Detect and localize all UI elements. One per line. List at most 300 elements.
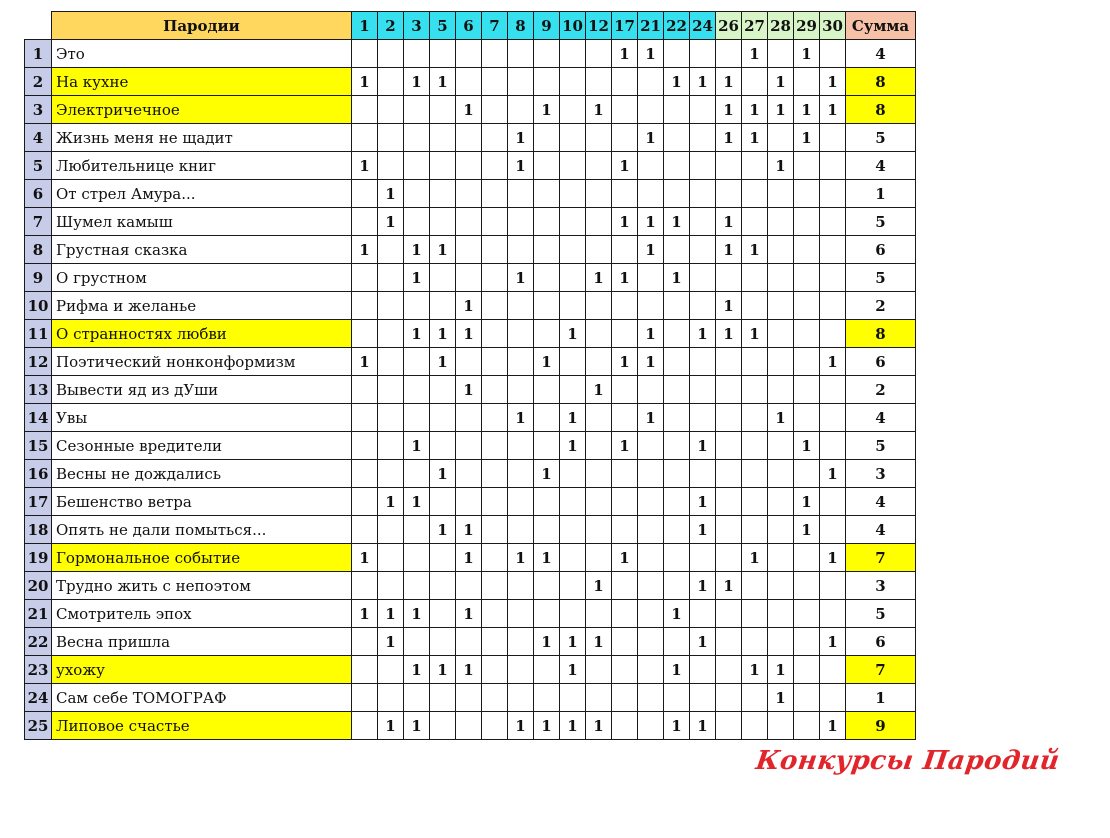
sum-cell[interactable]: 6 — [846, 348, 916, 376]
vote-cell[interactable] — [378, 684, 404, 712]
vote-cell[interactable] — [560, 684, 586, 712]
vote-cell[interactable] — [534, 488, 560, 516]
sum-cell[interactable]: 1 — [846, 180, 916, 208]
vote-cell[interactable] — [534, 180, 560, 208]
vote-cell[interactable]: 1 — [638, 124, 664, 152]
sum-cell[interactable]: 3 — [846, 460, 916, 488]
vote-cell[interactable] — [352, 292, 378, 320]
vote-cell[interactable] — [430, 628, 456, 656]
vote-cell[interactable] — [794, 656, 820, 684]
vote-cell[interactable] — [482, 348, 508, 376]
vote-cell[interactable]: 1 — [612, 264, 638, 292]
judge-column-header[interactable]: 30 — [820, 12, 846, 40]
vote-cell[interactable] — [820, 488, 846, 516]
vote-cell[interactable] — [378, 152, 404, 180]
vote-cell[interactable] — [378, 264, 404, 292]
vote-cell[interactable] — [768, 712, 794, 740]
vote-cell[interactable] — [430, 600, 456, 628]
vote-cell[interactable] — [560, 68, 586, 96]
vote-cell[interactable]: 1 — [612, 348, 638, 376]
vote-cell[interactable]: 1 — [456, 320, 482, 348]
vote-cell[interactable]: 1 — [768, 656, 794, 684]
vote-cell[interactable] — [534, 320, 560, 348]
vote-cell[interactable] — [768, 432, 794, 460]
vote-cell[interactable] — [742, 712, 768, 740]
vote-cell[interactable]: 1 — [534, 712, 560, 740]
vote-cell[interactable] — [352, 432, 378, 460]
vote-cell[interactable]: 1 — [534, 628, 560, 656]
vote-cell[interactable]: 1 — [716, 124, 742, 152]
vote-cell[interactable] — [560, 124, 586, 152]
vote-cell[interactable] — [716, 544, 742, 572]
vote-cell[interactable]: 1 — [430, 516, 456, 544]
vote-cell[interactable] — [768, 320, 794, 348]
vote-cell[interactable] — [638, 68, 664, 96]
vote-cell[interactable]: 1 — [716, 572, 742, 600]
vote-cell[interactable] — [456, 348, 482, 376]
vote-cell[interactable]: 1 — [612, 432, 638, 460]
vote-cell[interactable] — [768, 348, 794, 376]
vote-cell[interactable] — [430, 292, 456, 320]
vote-cell[interactable] — [534, 264, 560, 292]
vote-cell[interactable] — [482, 292, 508, 320]
vote-cell[interactable] — [742, 684, 768, 712]
vote-cell[interactable]: 1 — [430, 348, 456, 376]
vote-cell[interactable] — [690, 236, 716, 264]
vote-cell[interactable] — [716, 264, 742, 292]
vote-cell[interactable] — [820, 40, 846, 68]
vote-cell[interactable] — [768, 180, 794, 208]
vote-cell[interactable] — [794, 460, 820, 488]
vote-cell[interactable]: 1 — [456, 600, 482, 628]
vote-cell[interactable] — [430, 684, 456, 712]
vote-cell[interactable] — [352, 264, 378, 292]
vote-cell[interactable] — [508, 684, 534, 712]
vote-cell[interactable] — [404, 516, 430, 544]
vote-cell[interactable] — [768, 628, 794, 656]
vote-cell[interactable] — [560, 460, 586, 488]
judge-column-header[interactable]: 26 — [716, 12, 742, 40]
vote-cell[interactable] — [508, 516, 534, 544]
vote-cell[interactable] — [716, 712, 742, 740]
vote-cell[interactable]: 1 — [768, 684, 794, 712]
parody-title-cell[interactable]: Бешенство ветра — [52, 488, 352, 516]
parody-title-cell[interactable]: Гормональное событие — [52, 544, 352, 572]
vote-cell[interactable]: 1 — [352, 544, 378, 572]
vote-cell[interactable]: 1 — [586, 264, 612, 292]
judge-column-header[interactable]: 8 — [508, 12, 534, 40]
vote-cell[interactable] — [508, 628, 534, 656]
vote-cell[interactable] — [560, 152, 586, 180]
vote-cell[interactable] — [430, 152, 456, 180]
vote-cell[interactable] — [404, 376, 430, 404]
vote-cell[interactable]: 1 — [352, 600, 378, 628]
vote-cell[interactable] — [430, 96, 456, 124]
vote-cell[interactable] — [430, 376, 456, 404]
vote-cell[interactable] — [664, 572, 690, 600]
vote-cell[interactable] — [664, 320, 690, 348]
vote-cell[interactable] — [794, 152, 820, 180]
sum-cell[interactable]: 2 — [846, 376, 916, 404]
vote-cell[interactable] — [482, 40, 508, 68]
vote-cell[interactable] — [482, 404, 508, 432]
vote-cell[interactable]: 1 — [404, 236, 430, 264]
vote-cell[interactable] — [560, 348, 586, 376]
vote-cell[interactable] — [820, 180, 846, 208]
vote-cell[interactable] — [534, 208, 560, 236]
vote-cell[interactable] — [456, 628, 482, 656]
vote-cell[interactable]: 1 — [404, 712, 430, 740]
vote-cell[interactable] — [378, 404, 404, 432]
vote-cell[interactable] — [508, 600, 534, 628]
parody-title-cell[interactable]: Поэтический нонконформизм — [52, 348, 352, 376]
vote-cell[interactable]: 1 — [378, 600, 404, 628]
vote-cell[interactable] — [768, 208, 794, 236]
vote-cell[interactable] — [690, 152, 716, 180]
vote-cell[interactable] — [586, 684, 612, 712]
judge-column-header[interactable]: 27 — [742, 12, 768, 40]
vote-cell[interactable] — [742, 348, 768, 376]
vote-cell[interactable]: 1 — [586, 96, 612, 124]
vote-cell[interactable] — [508, 376, 534, 404]
vote-cell[interactable] — [690, 40, 716, 68]
vote-cell[interactable]: 1 — [664, 656, 690, 684]
vote-cell[interactable] — [534, 656, 560, 684]
vote-cell[interactable] — [664, 96, 690, 124]
vote-cell[interactable]: 1 — [430, 68, 456, 96]
judge-column-header[interactable]: 5 — [430, 12, 456, 40]
vote-cell[interactable] — [612, 96, 638, 124]
vote-cell[interactable] — [404, 152, 430, 180]
vote-cell[interactable]: 1 — [430, 236, 456, 264]
vote-cell[interactable] — [820, 236, 846, 264]
vote-cell[interactable] — [716, 684, 742, 712]
judge-column-header[interactable]: 2 — [378, 12, 404, 40]
sum-cell[interactable]: 4 — [846, 516, 916, 544]
vote-cell[interactable] — [560, 488, 586, 516]
vote-cell[interactable] — [404, 96, 430, 124]
vote-cell[interactable]: 1 — [716, 68, 742, 96]
vote-cell[interactable] — [560, 236, 586, 264]
vote-cell[interactable] — [820, 432, 846, 460]
vote-cell[interactable] — [794, 712, 820, 740]
vote-cell[interactable]: 1 — [690, 68, 716, 96]
vote-cell[interactable] — [352, 40, 378, 68]
vote-cell[interactable] — [820, 208, 846, 236]
vote-cell[interactable] — [742, 460, 768, 488]
vote-cell[interactable] — [534, 516, 560, 544]
vote-cell[interactable] — [482, 264, 508, 292]
vote-cell[interactable] — [482, 628, 508, 656]
vote-cell[interactable] — [586, 320, 612, 348]
vote-cell[interactable]: 1 — [716, 236, 742, 264]
vote-cell[interactable] — [352, 124, 378, 152]
vote-cell[interactable] — [430, 712, 456, 740]
vote-cell[interactable]: 1 — [690, 572, 716, 600]
vote-cell[interactable] — [378, 460, 404, 488]
vote-cell[interactable] — [482, 180, 508, 208]
vote-cell[interactable] — [638, 292, 664, 320]
vote-cell[interactable] — [742, 572, 768, 600]
sum-cell[interactable]: 7 — [846, 544, 916, 572]
vote-cell[interactable]: 1 — [378, 180, 404, 208]
vote-cell[interactable] — [690, 544, 716, 572]
vote-cell[interactable]: 1 — [456, 376, 482, 404]
sum-cell[interactable]: 8 — [846, 96, 916, 124]
vote-cell[interactable]: 1 — [690, 488, 716, 516]
vote-cell[interactable] — [378, 516, 404, 544]
vote-cell[interactable] — [820, 124, 846, 152]
vote-cell[interactable] — [664, 516, 690, 544]
vote-cell[interactable] — [352, 180, 378, 208]
vote-cell[interactable] — [456, 236, 482, 264]
vote-cell[interactable] — [690, 264, 716, 292]
parody-title-cell[interactable]: Увы — [52, 404, 352, 432]
vote-cell[interactable] — [612, 124, 638, 152]
sum-cell[interactable]: 5 — [846, 264, 916, 292]
vote-cell[interactable]: 1 — [716, 208, 742, 236]
vote-cell[interactable] — [534, 40, 560, 68]
vote-cell[interactable]: 1 — [586, 712, 612, 740]
vote-cell[interactable]: 1 — [638, 404, 664, 432]
vote-cell[interactable] — [456, 460, 482, 488]
vote-cell[interactable]: 1 — [638, 40, 664, 68]
vote-cell[interactable] — [508, 656, 534, 684]
vote-cell[interactable] — [586, 544, 612, 572]
vote-cell[interactable] — [482, 320, 508, 348]
vote-cell[interactable] — [820, 320, 846, 348]
vote-cell[interactable] — [638, 96, 664, 124]
vote-cell[interactable] — [534, 432, 560, 460]
vote-cell[interactable] — [716, 460, 742, 488]
vote-cell[interactable] — [482, 572, 508, 600]
judge-column-header[interactable]: 10 — [560, 12, 586, 40]
vote-cell[interactable] — [404, 572, 430, 600]
vote-cell[interactable]: 1 — [742, 40, 768, 68]
vote-cell[interactable]: 1 — [690, 628, 716, 656]
vote-cell[interactable]: 1 — [430, 656, 456, 684]
parody-title-cell[interactable]: Сезонные вредители — [52, 432, 352, 460]
vote-cell[interactable]: 1 — [430, 320, 456, 348]
vote-cell[interactable] — [430, 544, 456, 572]
parody-title-cell[interactable]: Весна пришла — [52, 628, 352, 656]
sum-cell[interactable]: 4 — [846, 404, 916, 432]
vote-cell[interactable] — [560, 544, 586, 572]
vote-cell[interactable] — [586, 68, 612, 96]
vote-cell[interactable] — [378, 292, 404, 320]
parody-title-cell[interactable]: Вывести яд из дУши — [52, 376, 352, 404]
vote-cell[interactable] — [742, 376, 768, 404]
vote-cell[interactable] — [690, 292, 716, 320]
vote-cell[interactable] — [664, 432, 690, 460]
vote-cell[interactable] — [560, 600, 586, 628]
vote-cell[interactable] — [508, 236, 534, 264]
vote-cell[interactable] — [638, 152, 664, 180]
vote-cell[interactable] — [482, 544, 508, 572]
vote-cell[interactable] — [820, 152, 846, 180]
vote-cell[interactable] — [768, 488, 794, 516]
vote-cell[interactable]: 1 — [820, 544, 846, 572]
vote-cell[interactable]: 1 — [638, 320, 664, 348]
vote-cell[interactable] — [508, 292, 534, 320]
sum-cell[interactable]: 4 — [846, 40, 916, 68]
parody-title-cell[interactable]: От стрел Амура... — [52, 180, 352, 208]
vote-cell[interactable] — [794, 68, 820, 96]
vote-cell[interactable] — [664, 488, 690, 516]
vote-cell[interactable] — [586, 488, 612, 516]
sum-cell[interactable]: 8 — [846, 320, 916, 348]
judge-column-header[interactable]: 1 — [352, 12, 378, 40]
vote-cell[interactable]: 1 — [508, 404, 534, 432]
vote-cell[interactable]: 1 — [742, 544, 768, 572]
vote-cell[interactable]: 1 — [794, 432, 820, 460]
parody-title-cell[interactable]: Трудно жить с непоэтом — [52, 572, 352, 600]
vote-cell[interactable]: 1 — [794, 124, 820, 152]
vote-cell[interactable] — [768, 544, 794, 572]
vote-cell[interactable] — [404, 208, 430, 236]
vote-cell[interactable] — [716, 600, 742, 628]
vote-cell[interactable] — [768, 572, 794, 600]
vote-cell[interactable] — [404, 124, 430, 152]
vote-cell[interactable] — [482, 460, 508, 488]
vote-cell[interactable]: 1 — [456, 544, 482, 572]
vote-cell[interactable] — [586, 180, 612, 208]
parody-title-cell[interactable]: Это — [52, 40, 352, 68]
vote-cell[interactable] — [794, 264, 820, 292]
vote-cell[interactable]: 1 — [690, 516, 716, 544]
vote-cell[interactable] — [664, 180, 690, 208]
vote-cell[interactable]: 1 — [560, 656, 586, 684]
vote-cell[interactable] — [742, 432, 768, 460]
vote-cell[interactable]: 1 — [404, 656, 430, 684]
vote-cell[interactable] — [456, 432, 482, 460]
vote-cell[interactable] — [560, 96, 586, 124]
judge-column-header[interactable]: 28 — [768, 12, 794, 40]
vote-cell[interactable] — [664, 544, 690, 572]
vote-cell[interactable] — [404, 404, 430, 432]
parody-title-cell[interactable]: Весны не дождались — [52, 460, 352, 488]
vote-cell[interactable] — [352, 712, 378, 740]
vote-cell[interactable] — [612, 712, 638, 740]
vote-cell[interactable]: 1 — [820, 348, 846, 376]
vote-cell[interactable]: 1 — [352, 152, 378, 180]
vote-cell[interactable] — [534, 376, 560, 404]
vote-cell[interactable] — [742, 292, 768, 320]
vote-cell[interactable] — [456, 152, 482, 180]
vote-cell[interactable] — [612, 376, 638, 404]
vote-cell[interactable]: 1 — [560, 404, 586, 432]
vote-cell[interactable]: 1 — [352, 68, 378, 96]
vote-cell[interactable] — [404, 348, 430, 376]
vote-cell[interactable]: 1 — [742, 96, 768, 124]
judge-column-header[interactable]: 6 — [456, 12, 482, 40]
vote-cell[interactable] — [352, 656, 378, 684]
vote-cell[interactable] — [664, 628, 690, 656]
vote-cell[interactable]: 1 — [404, 320, 430, 348]
vote-cell[interactable]: 1 — [560, 432, 586, 460]
vote-cell[interactable] — [716, 516, 742, 544]
title-column-header[interactable]: Пародии — [52, 12, 352, 40]
vote-cell[interactable] — [612, 236, 638, 264]
vote-cell[interactable] — [820, 264, 846, 292]
vote-cell[interactable] — [794, 572, 820, 600]
vote-cell[interactable] — [768, 40, 794, 68]
vote-cell[interactable] — [404, 684, 430, 712]
vote-cell[interactable]: 1 — [768, 68, 794, 96]
vote-cell[interactable] — [638, 572, 664, 600]
vote-cell[interactable] — [560, 264, 586, 292]
vote-cell[interactable]: 1 — [664, 600, 690, 628]
vote-cell[interactable]: 1 — [820, 712, 846, 740]
vote-cell[interactable] — [638, 432, 664, 460]
vote-cell[interactable] — [664, 152, 690, 180]
vote-cell[interactable]: 1 — [820, 628, 846, 656]
vote-cell[interactable] — [820, 292, 846, 320]
vote-cell[interactable] — [768, 600, 794, 628]
vote-cell[interactable] — [586, 516, 612, 544]
vote-cell[interactable] — [404, 460, 430, 488]
vote-cell[interactable] — [430, 572, 456, 600]
vote-cell[interactable] — [378, 432, 404, 460]
vote-cell[interactable] — [560, 572, 586, 600]
vote-cell[interactable] — [482, 376, 508, 404]
vote-cell[interactable]: 1 — [560, 628, 586, 656]
vote-cell[interactable] — [638, 376, 664, 404]
vote-cell[interactable] — [742, 516, 768, 544]
vote-cell[interactable]: 1 — [404, 432, 430, 460]
vote-cell[interactable] — [716, 404, 742, 432]
vote-cell[interactable] — [508, 488, 534, 516]
vote-cell[interactable] — [456, 712, 482, 740]
vote-cell[interactable] — [456, 684, 482, 712]
vote-cell[interactable] — [430, 124, 456, 152]
vote-cell[interactable] — [482, 152, 508, 180]
vote-cell[interactable] — [664, 460, 690, 488]
vote-cell[interactable] — [690, 656, 716, 684]
vote-cell[interactable] — [352, 404, 378, 432]
vote-cell[interactable] — [716, 432, 742, 460]
vote-cell[interactable] — [352, 572, 378, 600]
vote-cell[interactable] — [352, 96, 378, 124]
vote-cell[interactable] — [638, 544, 664, 572]
vote-cell[interactable]: 1 — [742, 320, 768, 348]
vote-cell[interactable]: 1 — [352, 348, 378, 376]
vote-cell[interactable]: 1 — [404, 600, 430, 628]
vote-cell[interactable] — [430, 264, 456, 292]
vote-cell[interactable] — [794, 236, 820, 264]
vote-cell[interactable] — [768, 460, 794, 488]
vote-cell[interactable] — [638, 180, 664, 208]
sum-cell[interactable]: 7 — [846, 656, 916, 684]
vote-cell[interactable] — [768, 516, 794, 544]
parody-title-cell[interactable]: Шумел камыш — [52, 208, 352, 236]
vote-cell[interactable] — [664, 684, 690, 712]
vote-cell[interactable] — [690, 96, 716, 124]
vote-cell[interactable] — [482, 656, 508, 684]
vote-cell[interactable] — [664, 404, 690, 432]
vote-cell[interactable] — [690, 208, 716, 236]
parody-title-cell[interactable]: Липовое счастье — [52, 712, 352, 740]
judge-column-header[interactable]: 9 — [534, 12, 560, 40]
vote-cell[interactable]: 1 — [508, 712, 534, 740]
vote-cell[interactable] — [352, 684, 378, 712]
vote-cell[interactable] — [378, 236, 404, 264]
vote-cell[interactable]: 1 — [508, 124, 534, 152]
vote-cell[interactable] — [352, 628, 378, 656]
vote-cell[interactable] — [664, 376, 690, 404]
vote-cell[interactable]: 1 — [820, 68, 846, 96]
vote-cell[interactable] — [716, 656, 742, 684]
